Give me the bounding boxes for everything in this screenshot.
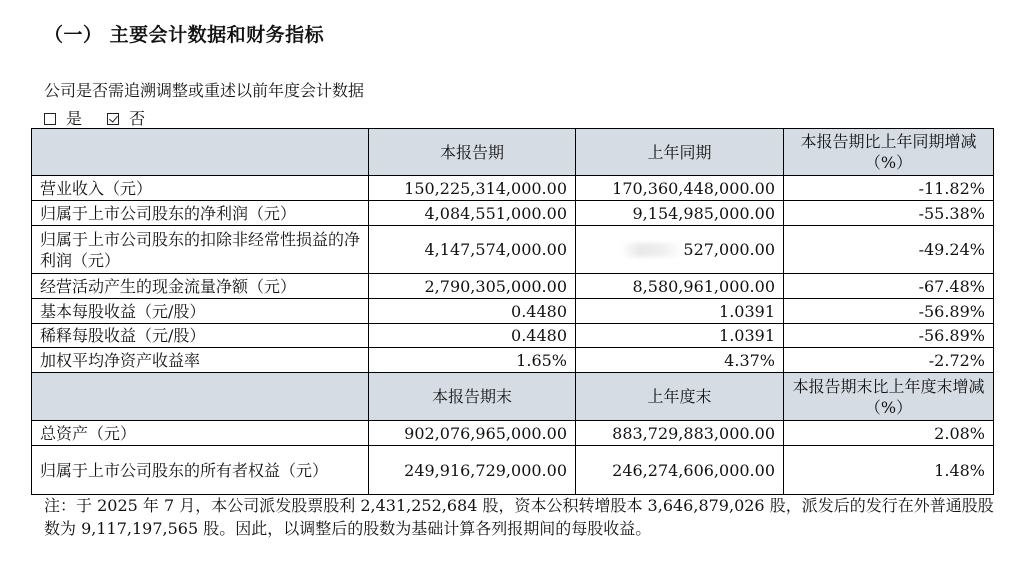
cell-change: -56.89% bbox=[784, 299, 994, 324]
cell-current: 0.4480 bbox=[369, 299, 576, 324]
cell-prior: 883,729,883,000.00 bbox=[576, 421, 784, 446]
cell-prior: 4.37% bbox=[576, 348, 784, 373]
header-period-end: 本报告期末 bbox=[369, 373, 576, 421]
cell-prior: 9,154,985,000.00 bbox=[576, 201, 784, 226]
cell-change: -55.38% bbox=[784, 201, 994, 226]
header-prior-year-end: 上年度末 bbox=[576, 373, 784, 421]
table-row bbox=[32, 299, 994, 324]
option-no-label: 否 bbox=[129, 109, 146, 128]
header-blank bbox=[32, 129, 369, 176]
table-row bbox=[32, 176, 994, 201]
table-row bbox=[32, 348, 994, 373]
row-label: 基本每股收益（元/股） bbox=[32, 299, 369, 324]
header-blank bbox=[32, 373, 369, 421]
row-label: 经营活动产生的现金流量净额（元） bbox=[32, 274, 369, 299]
cell-current: 902,076,965,000.00 bbox=[369, 421, 576, 446]
option-yes-label: 是 bbox=[66, 109, 83, 128]
cell-prior: 170,360,448,000.00 bbox=[576, 176, 784, 201]
cell-prior: 1.0391 bbox=[576, 299, 784, 324]
header-change: 本报告期比上年同期增减（%） bbox=[784, 129, 994, 176]
header-change-end: 本报告期末比上年度末增减（%） bbox=[784, 373, 994, 421]
cell-prior-partial bbox=[576, 226, 784, 274]
cell-change: -49.24% bbox=[784, 226, 994, 274]
row-label: 营业收入（元） bbox=[32, 176, 369, 201]
cell-change: -11.82% bbox=[784, 176, 994, 201]
checkbox-unchecked-icon[interactable] bbox=[44, 113, 56, 125]
cell-prior: 8,580,961,000.00 bbox=[576, 274, 784, 299]
row-label: 归属于上市公司股东的净利润（元） bbox=[32, 201, 369, 226]
cell-current: 0.4480 bbox=[369, 324, 576, 348]
cell-change: 1.48% bbox=[784, 446, 994, 495]
cell-current: 4,147,574,000.00 bbox=[369, 226, 576, 274]
cell-current: 4,084,551,000.00 bbox=[369, 201, 576, 226]
cell-current: 249,916,729,000.00 bbox=[369, 446, 576, 495]
restatement-options bbox=[44, 106, 165, 129]
table-row bbox=[32, 421, 994, 446]
row-label: 归属于上市公司股东的所有者权益（元） bbox=[32, 446, 369, 495]
table-header-row bbox=[32, 373, 994, 421]
row-label: 归属于上市公司股东的扣除非经常性损益的净利润（元） bbox=[32, 226, 369, 274]
table-row bbox=[32, 324, 994, 348]
restatement-question: 公司是否需追溯调整或重述以前年度会计数据 bbox=[44, 81, 365, 100]
option-no[interactable] bbox=[107, 109, 155, 128]
table-row bbox=[32, 274, 994, 299]
section-title: （一） 主要会计数据和财务指标 bbox=[44, 24, 325, 46]
table-row bbox=[32, 201, 994, 226]
option-yes[interactable] bbox=[44, 109, 92, 128]
cell-prior: 246,274,606,000.00 bbox=[576, 446, 784, 495]
cell-change: -67.48% bbox=[784, 274, 994, 299]
redaction-blur bbox=[621, 243, 683, 257]
cell-current: 1.65% bbox=[369, 348, 576, 373]
checkbox-checked-icon[interactable] bbox=[107, 113, 119, 125]
footnote: 注：于 2025 年 7 月，本公司派发股票股利 2,431,252,684 股，资本公积转增股本 3,646,879,026 股，派发后的发行在外普通股股数为 9,117,197,565 股。因此，以调整后的股数为基础计算各列报期间的每股收益。 bbox=[44, 496, 994, 538]
header-prior-period: 上年同期 bbox=[576, 129, 784, 176]
cell-prior: 1.0391 bbox=[576, 324, 784, 348]
table-header-row bbox=[32, 129, 994, 176]
cell-change: -2.72% bbox=[784, 348, 994, 373]
cell-prior: 527,000.00 bbox=[683, 240, 775, 259]
cell-current: 2,790,305,000.00 bbox=[369, 274, 576, 299]
row-label: 稀释每股收益（元/股） bbox=[32, 324, 369, 348]
cell-change: 2.08% bbox=[784, 421, 994, 446]
row-label: 加权平均净资产收益率 bbox=[32, 348, 369, 373]
cell-change: -56.89% bbox=[784, 324, 994, 348]
cell-current: 150,225,314,000.00 bbox=[369, 176, 576, 201]
row-label: 总资产（元） bbox=[32, 421, 369, 446]
financial-indicators-table bbox=[31, 128, 994, 495]
table-row bbox=[32, 446, 994, 495]
table-row bbox=[32, 226, 994, 274]
header-current-period: 本报告期 bbox=[369, 129, 576, 176]
